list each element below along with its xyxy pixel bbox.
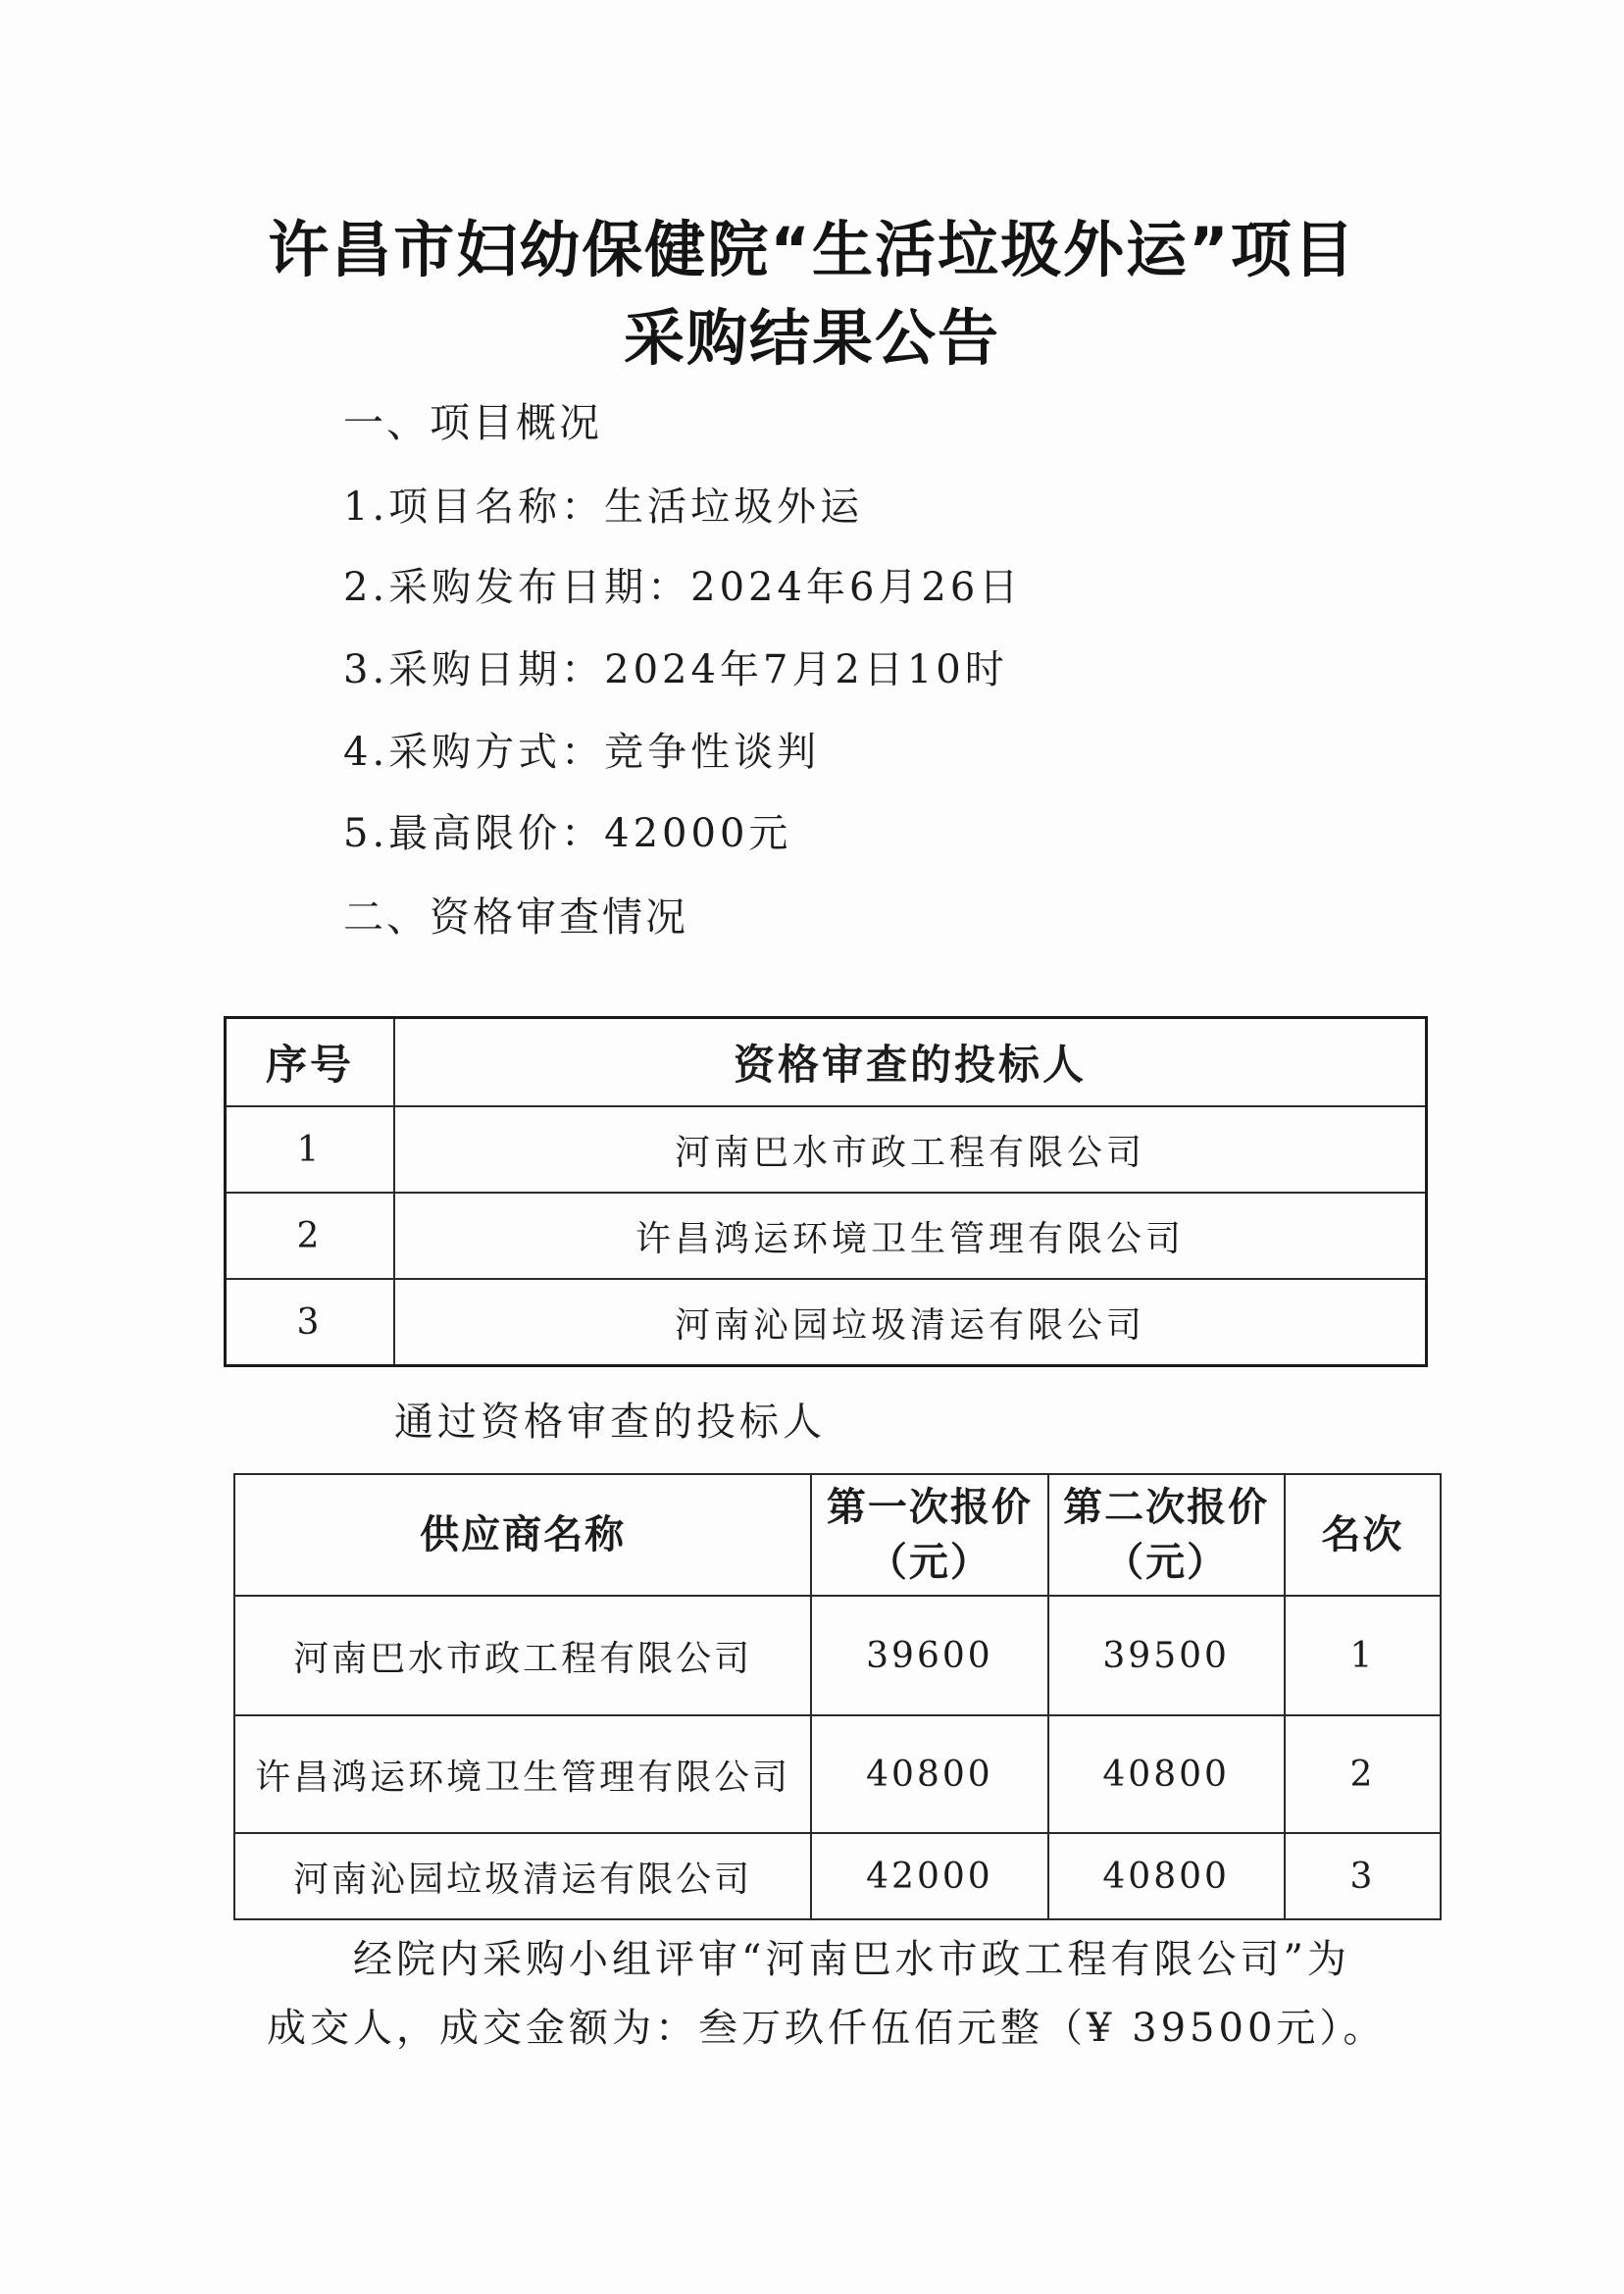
cell-supplier-name: 许昌鸿运环境卫生管理有限公司	[234, 1715, 811, 1833]
header-second-quote	[1048, 1474, 1285, 1596]
conclusion-line-1: 经院内采购小组评审“河南巴水市政工程有限公司”为	[353, 1937, 1350, 1982]
document-title-line-1: 许昌市妇幼保健院“生活垃圾外运”项目	[268, 214, 1356, 285]
cell-rank: 1	[1285, 1596, 1441, 1715]
table-header-row	[226, 1018, 1427, 1107]
procurement-date-line: 3.采购日期：2024年7月2日10时	[343, 647, 1008, 692]
project-name-line: 1.项目名称：生活垃圾外运	[343, 484, 864, 530]
max-price-line: 5.最高限价：42000元	[343, 811, 792, 856]
header-second-quote-label: 第二次报价	[1063, 1485, 1270, 1530]
table-row	[234, 1715, 1441, 1833]
passed-bidders-label: 通过资格审查的投标人	[394, 1400, 826, 1445]
cell-supplier-name: 河南沁园垃圾清运有限公司	[234, 1833, 811, 1919]
table-row	[226, 1193, 1427, 1279]
table-row	[226, 1106, 1427, 1193]
qualification-table	[224, 1016, 1428, 1367]
header-qualified-bidder: 资格审查的投标人	[394, 1018, 1427, 1107]
table-row	[226, 1279, 1427, 1366]
table-row	[234, 1833, 1441, 1919]
section-2-heading: 二、资格审查情况	[343, 893, 688, 941]
quote-table	[233, 1473, 1442, 1920]
cell-second-quote: 40800	[1048, 1833, 1285, 1919]
header-first-quote-label: 第一次报价	[826, 1485, 1033, 1530]
cell-bidder-name: 许昌鸿运环境卫生管理有限公司	[394, 1193, 1427, 1279]
cell-rank: 3	[1285, 1833, 1441, 1919]
document-title-line-2: 采购结果公告	[623, 302, 1000, 374]
conclusion-line-2: 成交人，成交金额为：叁万玖仟伍佰元整（¥ 39500元）。	[267, 2006, 1387, 2051]
header-second-quote-unit: （元）	[1104, 1540, 1229, 1585]
procurement-method-line: 4.采购方式：竞争性谈判	[343, 730, 821, 775]
cell-serial-number: 2	[226, 1193, 395, 1279]
cell-first-quote: 40800	[811, 1715, 1047, 1833]
header-supplier-name: 供应商名称	[234, 1474, 811, 1596]
cell-first-quote: 42000	[811, 1833, 1047, 1919]
cell-bidder-name: 河南巴水市政工程有限公司	[394, 1106, 1427, 1193]
cell-supplier-name: 河南巴水市政工程有限公司	[234, 1596, 811, 1715]
table-row	[234, 1596, 1441, 1715]
cell-serial-number: 3	[226, 1279, 395, 1366]
header-first-quote	[811, 1474, 1047, 1596]
cell-serial-number: 1	[226, 1106, 395, 1193]
header-first-quote-unit: （元）	[867, 1540, 991, 1585]
publish-date-line: 2.采购发布日期：2024年6月26日	[343, 565, 1023, 610]
cell-first-quote: 39600	[811, 1596, 1047, 1715]
cell-second-quote: 39500	[1048, 1596, 1285, 1715]
cell-bidder-name: 河南沁园垃圾清运有限公司	[394, 1279, 1427, 1366]
table-header-row	[234, 1474, 1441, 1596]
header-rank: 名次	[1285, 1474, 1441, 1596]
cell-second-quote: 40800	[1048, 1715, 1285, 1833]
section-1-heading: 一、项目概况	[343, 399, 602, 446]
header-serial-number: 序号	[226, 1018, 395, 1107]
cell-rank: 2	[1285, 1715, 1441, 1833]
